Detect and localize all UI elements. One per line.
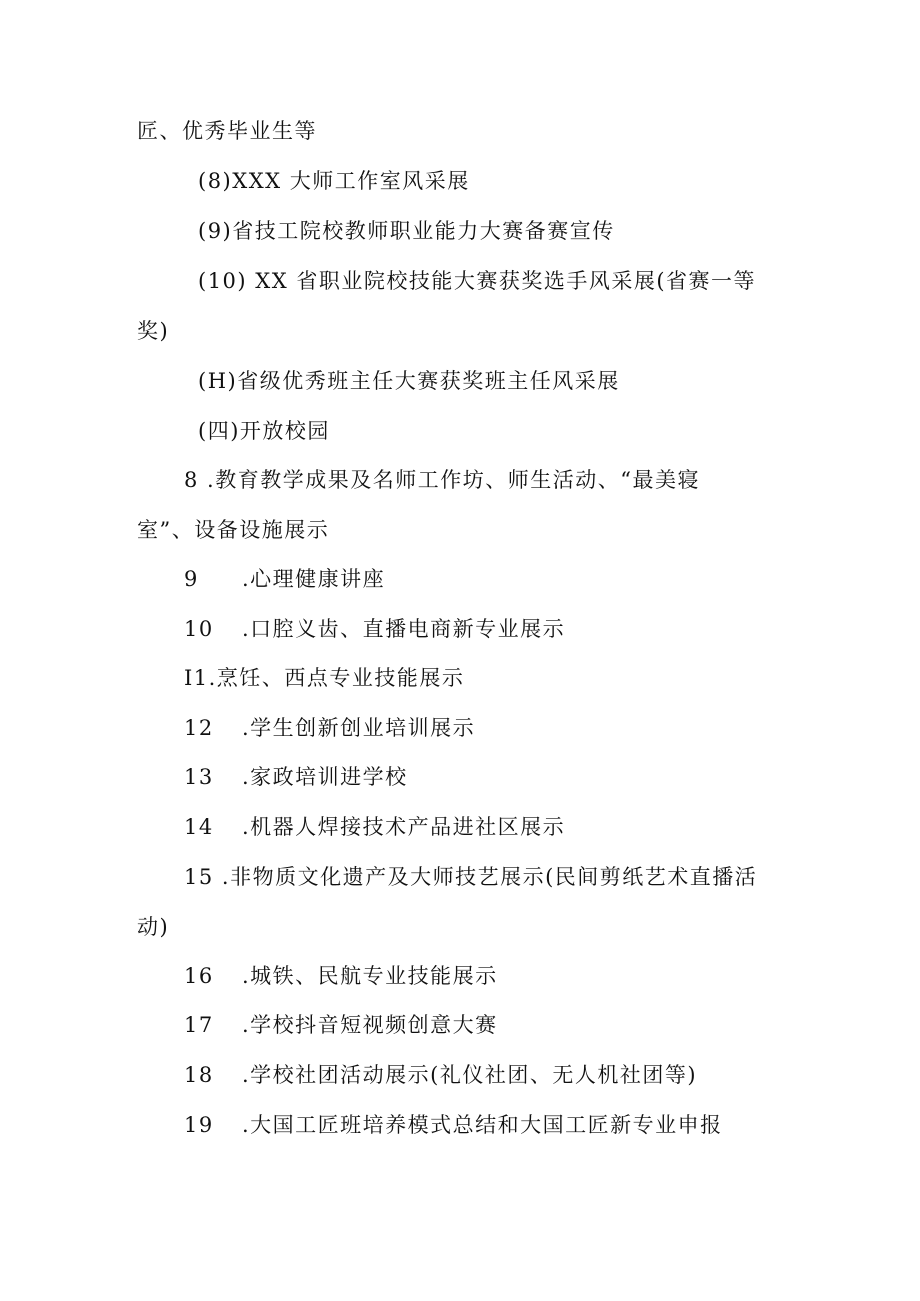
list-item bbox=[184, 713, 475, 743]
list-item-number: 10 bbox=[184, 617, 214, 641]
list-item-text: .大国工匠班培养模式总结和大国工匠新专业申报 bbox=[242, 1113, 723, 1137]
list-item-number: 18 bbox=[184, 1063, 214, 1087]
list-item bbox=[184, 961, 498, 991]
list-item-number: 13 bbox=[184, 765, 214, 789]
text-line: 匠、优秀毕业生等 bbox=[137, 119, 317, 143]
list-item-number: 17 bbox=[184, 1013, 214, 1037]
list-item-text: .机器人焊接技术产品进社区展示 bbox=[242, 815, 566, 839]
list-item-number: 19 bbox=[184, 1113, 214, 1137]
list-item-number: 12 bbox=[184, 716, 214, 740]
list-item bbox=[184, 1010, 498, 1040]
list-item-text: .学生创新创业培训展示 bbox=[242, 716, 476, 740]
text-line: (9)省技工院校教师职业能力大赛备赛宣传 bbox=[198, 219, 615, 243]
list-item: I1.烹饪、西点专业技能展示 bbox=[184, 666, 465, 690]
list-item-text: .城铁、民航专业技能展示 bbox=[242, 964, 498, 988]
section-heading: (四)开放校园 bbox=[198, 419, 330, 443]
list-item bbox=[184, 812, 565, 842]
list-item-text: .口腔义齿、直播电商新专业展示 bbox=[242, 617, 566, 641]
list-item bbox=[184, 564, 385, 594]
text-line: (H)省级优秀班主任大赛获奖班主任风采展 bbox=[198, 369, 620, 393]
list-item bbox=[184, 1110, 723, 1140]
list-item-number: 14 bbox=[184, 815, 214, 839]
text-line: 8 .教育教学成果及名师工作坊、师生活动、“最美寝 bbox=[184, 468, 700, 492]
list-item bbox=[184, 762, 408, 792]
list-item-text: .学校抖音短视频创意大赛 bbox=[242, 1013, 498, 1037]
list-item-text: .家政培训进学校 bbox=[242, 765, 408, 789]
list-item-text: .心理健康讲座 bbox=[242, 567, 386, 591]
text-line: (8)XXX 大师工作室风采展 bbox=[198, 169, 470, 193]
list-item bbox=[184, 1060, 697, 1090]
text-line: 奖) bbox=[137, 319, 170, 343]
list-item-text: .学校社团活动展示(礼仪社团、无人机社团等) bbox=[242, 1063, 698, 1087]
text-line: 动) bbox=[137, 915, 170, 939]
list-item bbox=[184, 614, 565, 644]
text-line: (10) XX 省职业院校技能大赛获奖选手风采展(省赛一等 bbox=[198, 269, 757, 293]
list-item-number: 16 bbox=[184, 964, 214, 988]
list-item-number: 9 bbox=[184, 567, 199, 591]
list-item: 15 .非物质文化遗产及大师技艺展示(民间剪纸艺术直播活 bbox=[184, 865, 758, 889]
text-line: 室”、设备设施展示 bbox=[137, 518, 330, 542]
